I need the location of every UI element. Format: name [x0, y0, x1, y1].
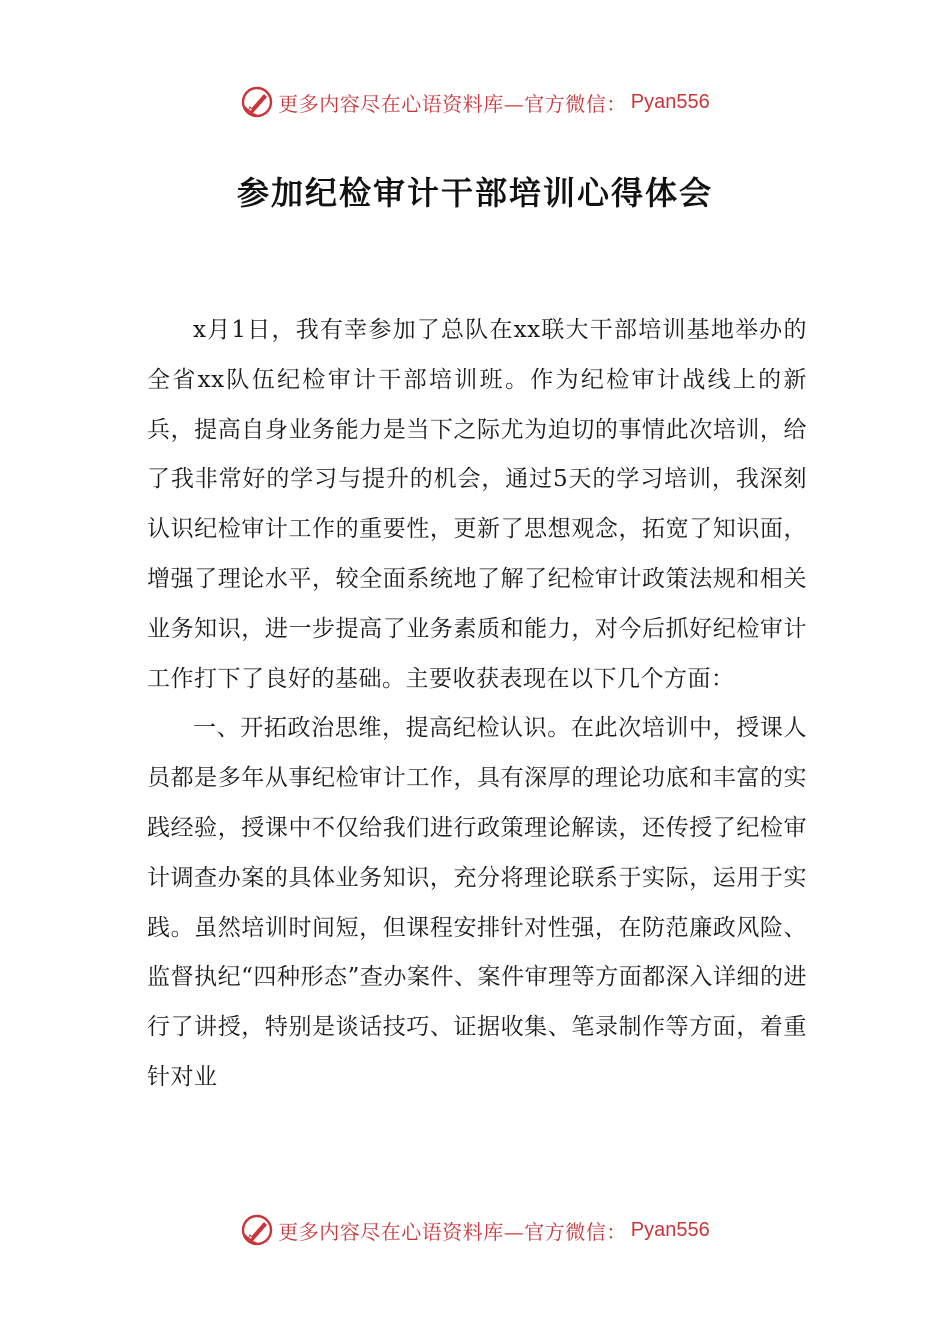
footer-banner — [0, 1210, 950, 1250]
header-banner-text: 更多内容尽在心语资料库—官方微信： — [278, 91, 627, 116]
paragraph: 一、开拓政治思维，提高纪检认识。在此次培训中，授课人员都是多年从事纪检审计工作，具有深厚的理论功底和丰富的实践经验，授课中不仅给我们进行政策理论解读，还传授了纪检审计调查办案的具体业务知识，充分将理论联系于实际，运用于实践。虽然培训时间短，但课程安排针对性强，在防范廉政风险、监督执纪“四种形态”查办案件、案件审理等方面都深入详细的进行了讲授，特别是谈话技巧、证据收集、笔录制作等方面，着重针对业 — [147, 715, 807, 1090]
paragraph: x月1日，我有幸参加了总队在xx联大干部培训基地举办的全省xx队伍纪检审计干部培训班。作为纪检审计战线上的新兵，提高自身业务能力是当下之际尤为迫切的事情此次培训，给了我非常好的学习与提升的机会，通过5天的学习培训，我深刻认识纪检审计工作的重要性，更新了思想观念，拓宽了知识面，增强了理论水平，较全面系统地了解了纪检审计政策法规和相关业务知识，进一步提高了业务素质和能力，对今后抓好纪检审计工作打下了良好的基础。主要收获表现在以下几个方面： — [147, 317, 807, 692]
pen-logo-icon — [240, 85, 274, 119]
document-body — [147, 306, 807, 1103]
pen-logo-icon — [240, 1213, 274, 1247]
header-banner — [0, 82, 950, 122]
header-banner-contact: Pyan556 — [630, 90, 710, 113]
footer-banner-text: 更多内容尽在心语资料库—官方微信： — [278, 1219, 627, 1244]
page-title: 参加纪检审计干部培训心得体会 — [236, 174, 713, 212]
footer-banner-contact: Pyan556 — [630, 1218, 710, 1241]
